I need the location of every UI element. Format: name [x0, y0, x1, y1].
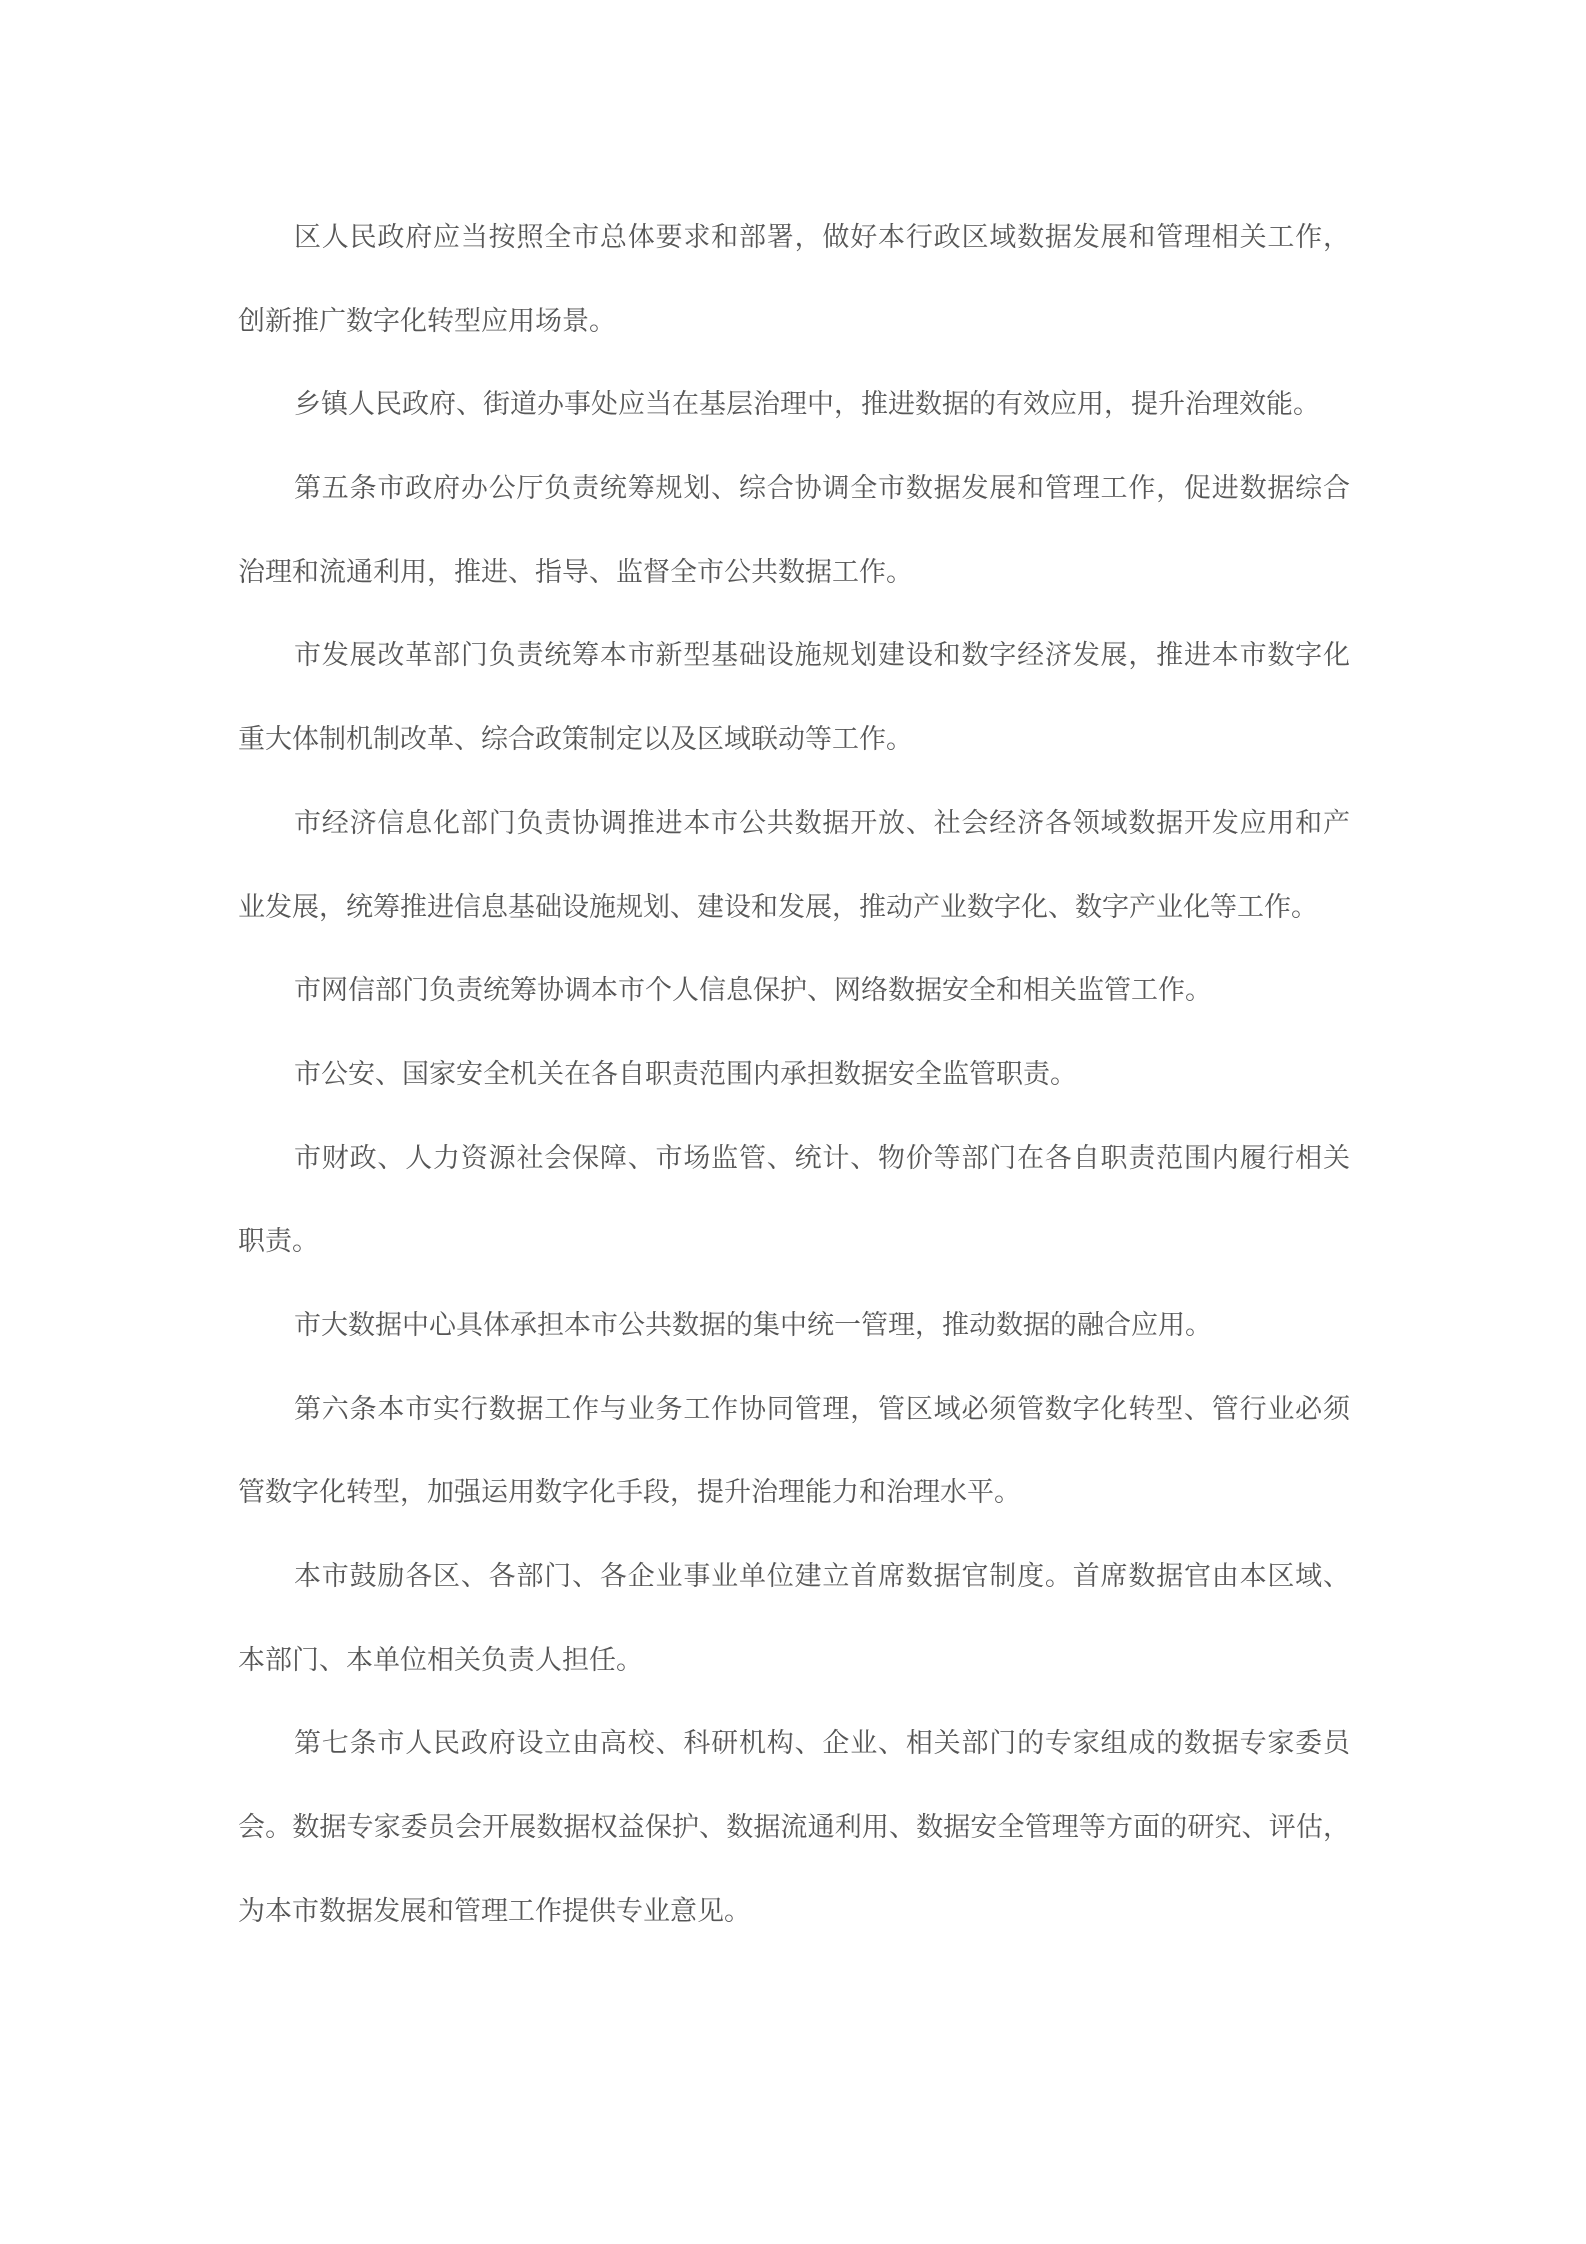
text-line: 管数字化转型，加强运用数字化手段，提升治理能力和治理水平。: [238, 1477, 1021, 1509]
paragraph: [238, 1535, 1350, 1702]
text-line: 职责。: [238, 1226, 319, 1258]
text-line: 创新推广数字化转型应用场景。: [238, 305, 616, 337]
text-line: 业发展，统筹推进信息基础设施规划、建设和发展，推动产业数字化、数字产业化等工作。: [238, 891, 1318, 923]
paragraph: [238, 1284, 1350, 1368]
text-line: 为本市数据发展和管理工作提供专业意见。: [238, 1895, 751, 1927]
text-line: 第七条市人民政府设立由高校、科研机构、企业、相关部门的专家组成的数据专家委员: [294, 1728, 1350, 1760]
text-line: 市网信部门负责统筹协调本市个人信息保护、网络数据安全和相关监管工作。: [294, 975, 1212, 1007]
paragraph: [238, 1033, 1350, 1117]
text-line: 市公安、国家安全机关在各自职责范围内承担数据安全监管职责。: [294, 1058, 1077, 1090]
paragraph: [238, 614, 1350, 781]
paragraph: [238, 949, 1350, 1033]
text-line: 治理和流通利用，推进、指导、监督全市公共数据工作。: [238, 556, 913, 588]
paragraph: [238, 363, 1350, 447]
text-line: 市财政、人力资源社会保障、市场监管、统计、物价等部门在各自职责范围内履行相关: [294, 1142, 1350, 1174]
text-line: 本市鼓励各区、各部门、各企业事业单位建立首席数据官制度。首席数据官由本区域、: [294, 1561, 1350, 1592]
paragraph: [238, 1702, 1350, 1953]
text-line: 第六条本市实行数据工作与业务工作协同管理，管区域必须管数字化转型、管行业必须: [294, 1393, 1350, 1425]
text-line: 本部门、本单位相关负责人担任。: [238, 1644, 643, 1676]
paragraph: [238, 196, 1350, 363]
text-line: 市发展改革部门负责统筹本市新型基础设施规划建设和数字经济发展，推进本市数字化: [294, 640, 1350, 672]
text-line: 会。数据专家委员会开展数据权益保护、数据流通利用、数据安全管理等方面的研究、评估，: [238, 1812, 1350, 1844]
text-line: 乡镇人民政府、街道办事处应当在基层治理中，推进数据的有效应用，提升治理效能。: [294, 389, 1320, 421]
text-line: 重大体制机制改革、综合政策制定以及区域联动等工作。: [238, 724, 913, 756]
paragraph: [238, 1117, 1350, 1284]
paragraph: [238, 782, 1350, 949]
text-line: 市经济信息化部门负责协调推进本市公共数据开放、社会经济各领域数据开发应用和产: [294, 807, 1350, 839]
text-line: 区人民政府应当按照全市总体要求和部署，做好本行政区域数据发展和管理相关工作，: [294, 222, 1350, 253]
text-line: 第五条市政府办公厅负责统筹规划、综合协调全市数据发展和管理工作，促进数据综合: [294, 473, 1350, 505]
text-line: 市大数据中心具体承担本市公共数据的集中统一管理，推动数据的融合应用。: [294, 1309, 1212, 1341]
paragraph: [238, 447, 1350, 614]
document-body: [238, 196, 1350, 1953]
paragraph: [238, 1368, 1350, 1535]
